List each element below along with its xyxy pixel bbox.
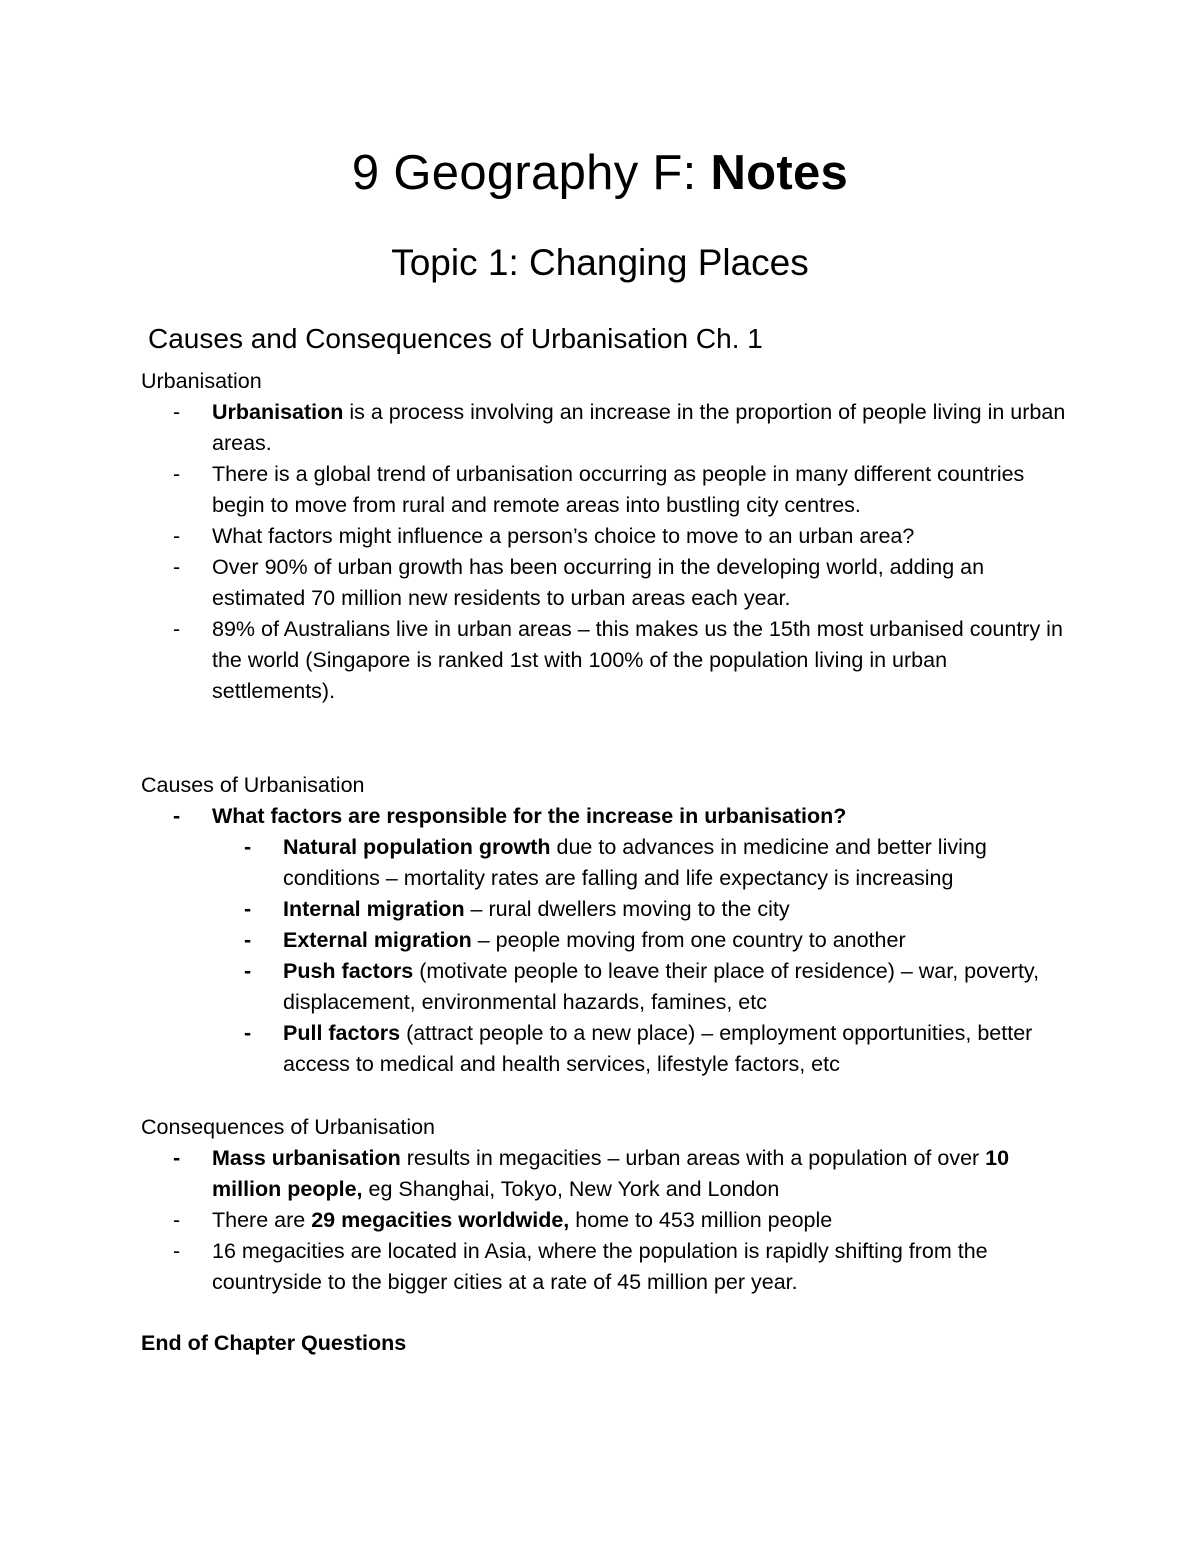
dash-bullet: -	[173, 524, 181, 548]
list-item	[141, 801, 1071, 832]
causes-label: Causes of Urbanisation	[141, 773, 365, 797]
list-item	[141, 614, 1071, 707]
item-text: eg Shanghai, Tokyo, New York and London	[362, 1177, 780, 1201]
dash-bullet: -	[173, 462, 181, 486]
item-text: There are	[212, 1208, 312, 1232]
title-bold: Notes	[710, 146, 849, 200]
list-item	[141, 956, 1071, 1018]
title-prefix: 9 Geography F:	[351, 146, 711, 200]
list-item	[141, 521, 1071, 552]
item-bold: Internal migration	[283, 897, 465, 921]
end-of-chapter-heading: End of Chapter Questions	[141, 1331, 407, 1355]
item-bold: Urbanisation	[212, 400, 344, 424]
list-item	[141, 1236, 1071, 1298]
item-bold: External migration	[283, 928, 472, 952]
list-item	[141, 832, 1071, 894]
dash-bullet: -	[244, 1021, 252, 1045]
list-item	[141, 1018, 1071, 1080]
document-title	[0, 143, 1200, 203]
causes-question: What factors are responsible for the increase in urbanisation?	[212, 804, 847, 828]
item-text: 16 megacities are located in Asia, where the population is rapidly shifting from the countryside to the bigger cities at a rate of 45 million per year.	[212, 1239, 988, 1294]
item-text: 89% of Australians live in urban areas – this makes us the 15th most urbanised country in the world (Singapore is ranked 1st with 100% of the population living in urban settlements).	[212, 617, 1063, 703]
item-text: is a process involving an increase in the proportion of people living in urban areas.	[212, 400, 1066, 455]
item-text: Over 90% of urban growth has been occurring in the developing world, adding an estimated 70 million new residents to urban areas each year.	[212, 555, 985, 610]
item-bold: Natural population growth	[283, 835, 551, 859]
dash-bullet: -	[173, 555, 181, 579]
item-text: due to advances in medicine and better living conditions – mortality rates are falling and life expectancy is increasing	[283, 835, 987, 890]
urbanisation-list	[141, 397, 1071, 707]
item-bold: Pull factors	[283, 1021, 401, 1045]
dash-bullet: -	[173, 1146, 181, 1170]
consequences-label: Consequences of Urbanisation	[141, 1115, 436, 1139]
list-item	[141, 1205, 1071, 1236]
item-text: (attract people to a new place) – employment opportunities, better access to medical and health services, lifestyle factors, etc	[283, 1021, 1033, 1076]
dash-bullet: -	[173, 1208, 181, 1232]
dash-bullet: -	[244, 835, 252, 859]
list-item	[141, 925, 1071, 956]
causes-list	[141, 801, 1071, 1080]
dash-bullet: -	[173, 400, 181, 424]
item-bold: 10 million people,	[212, 1146, 1010, 1201]
list-item	[141, 552, 1071, 614]
topic-subtitle: Topic 1: Changing Places	[391, 242, 809, 283]
list-item	[141, 459, 1071, 521]
item-text: (motivate people to leave their place of residence) – war, poverty, displacement, environmental hazards, famines, etc	[283, 959, 1040, 1014]
dash-bullet: -	[173, 804, 181, 828]
item-bold: 29 megacities worldwide,	[311, 1208, 570, 1232]
item-text: home to 453 million people	[569, 1208, 833, 1232]
list-item	[141, 894, 1071, 925]
consequences-list	[141, 1143, 1071, 1298]
item-text: – rural dwellers moving to the city	[464, 897, 790, 921]
dash-bullet: -	[173, 1239, 181, 1263]
section-heading: Causes and Consequences of Urbanisation Ch. 1	[148, 323, 763, 354]
item-text: – people moving from one country to another	[471, 928, 906, 952]
item-text: results in megacities – urban areas with a population of over	[400, 1146, 986, 1170]
item-text: What factors might influence a person’s choice to move to an urban area?	[212, 524, 915, 548]
dash-bullet: -	[173, 617, 181, 641]
dash-bullet: -	[244, 959, 252, 983]
item-text: There is a global trend of urbanisation occurring as people in many different countries begin to move from rural and remote areas into bustling city centres.	[212, 462, 1025, 517]
list-item	[141, 1143, 1071, 1205]
dash-bullet: -	[244, 897, 252, 921]
item-bold: Push factors	[283, 959, 414, 983]
urbanisation-label: Urbanisation	[141, 369, 262, 393]
list-item	[141, 397, 1071, 459]
item-bold: Mass urbanisation	[212, 1146, 401, 1170]
dash-bullet: -	[244, 928, 252, 952]
